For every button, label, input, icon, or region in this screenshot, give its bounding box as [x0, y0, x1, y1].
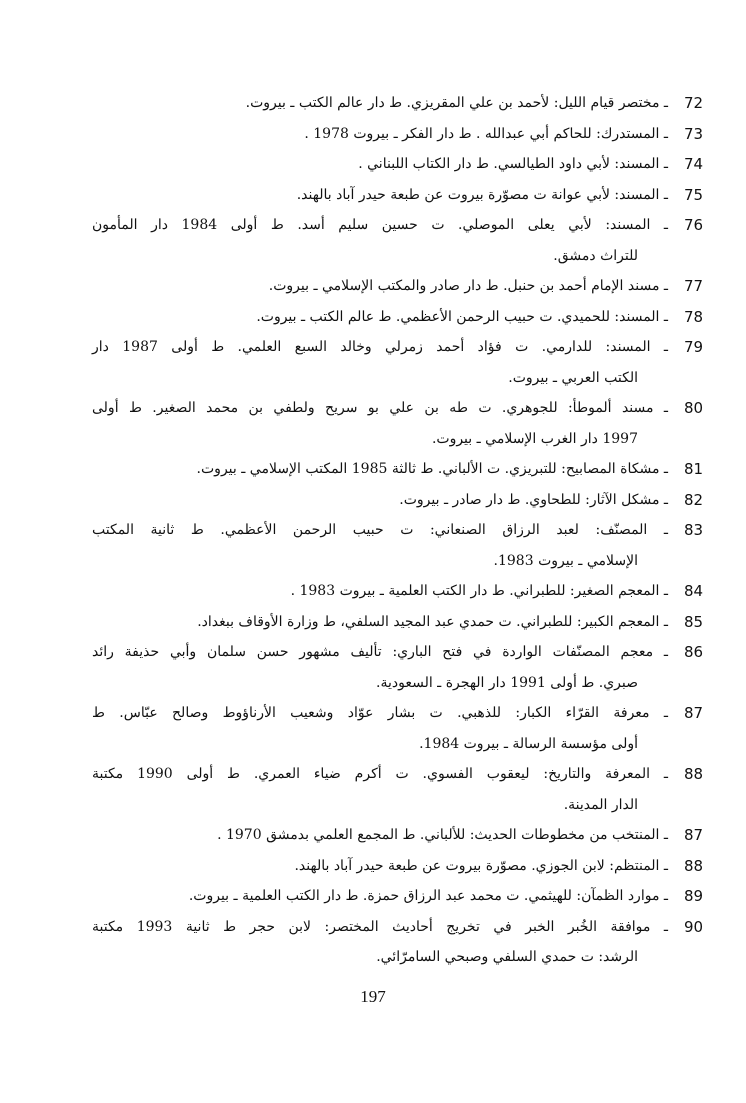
reference-number: 83 — [684, 521, 704, 539]
reference-text: ـ معجم المصنّفات الواردة في فتح الباري: تأليف مشهور حسن سلمان وأبي حذيفة رائد — [92, 644, 668, 660]
reference-text-continuation: الرشد: ت حمدي السلفي وصبحي السامرّائي. — [376, 949, 638, 965]
reference-number: 73 — [684, 124, 704, 143]
reference-entry — [92, 515, 704, 576]
reference-text-continuation: للتراث دمشق. — [553, 247, 638, 264]
reference-number: 87 — [684, 704, 704, 722]
reference-number: 87 — [684, 826, 704, 844]
reference-entry — [92, 607, 704, 638]
reference-entry — [92, 485, 704, 516]
reference-number: 82 — [684, 490, 704, 509]
reference-entry — [92, 637, 704, 698]
reference-text: ـ مسند ألموطأ: للجوهري. ت طه بن علي بو سريح ولطفي بن محمد الصغير. ط أولى — [92, 400, 668, 416]
reference-number: 79 — [684, 338, 704, 356]
reference-number: 76 — [684, 216, 704, 234]
reference-text: ـ موارد الظمآن: للهيثمي. ت محمد عبد الرزاق حمزة. ط دار الكتب العلمية ـ بيروت. — [188, 888, 668, 904]
reference-text: ـ موافقة الخُبر الخبر في تخريج أحاديث المختصر: لابن حجر ط ثانية 1993 مكتبة — [92, 918, 668, 935]
reference-entry — [92, 851, 704, 882]
reference-text: ـ المعرفة والتاريخ: ليعقوب الفسوي. ت أكرم ضياء العمري. ط أولى 1990 مكتبة — [92, 766, 668, 782]
reference-entry — [92, 820, 704, 851]
reference-text: ـ المعجم الصغير: للطبراني. ط دار الكتب العلمية ـ بيروت 1983 . — [290, 583, 668, 599]
reference-list — [92, 88, 704, 973]
reference-text: ـ مشكل الآثار: للطحاوي. ط دار صادر ـ بيروت. — [399, 491, 668, 508]
reference-entry — [92, 759, 704, 820]
reference-text-continuation: صبري. ط أولى 1991 دار الهجرة ـ السعودية. — [376, 674, 638, 691]
reference-entry — [92, 210, 704, 271]
reference-entry — [92, 332, 704, 393]
reference-text: ـ مسند الإمام أحمد بن حنبل. ط دار صادر والمكتب الإسلامي ـ بيروت. — [268, 278, 668, 294]
reference-text-continuation: الدار المدينة. — [563, 796, 638, 813]
reference-entry — [92, 149, 704, 180]
reference-number: 75 — [684, 185, 704, 204]
reference-text: ـ المنتخب من مخطوطات الحديث: للألباني. ط المجمع العلمي بدمشق 1970 . — [217, 827, 668, 843]
reference-text-continuation: الإسلامي ـ بيروت 1983. — [493, 552, 638, 569]
reference-text: ـ المستدرك: للحاكم أبي عبدالله . ط دار الفكر ـ بيروت 1978 . — [304, 125, 668, 142]
reference-number: 80 — [684, 399, 704, 417]
reference-number: 90 — [684, 917, 704, 936]
reference-entry — [92, 454, 704, 485]
reference-entry — [92, 119, 704, 150]
reference-entry — [92, 912, 704, 973]
page-number: 197 — [360, 987, 386, 1006]
reference-text: ـ المعجم الكبير: للطبراني. ت حمدي عبد المجيد السلفي، ط وزارة الأوقاف ببغداد. — [197, 613, 668, 630]
reference-text-continuation: أولى مؤسسة الرسالة ـ بيروت 1984. — [419, 735, 638, 752]
reference-text: ـ المسند: للدارمي. ت فؤاد أحمد زمرلي وخالد السبع العلمي. ط أولى 1987 دار — [92, 339, 668, 355]
reference-number: 78 — [684, 307, 704, 326]
reference-number: 81 — [684, 460, 704, 478]
reference-number: 88 — [684, 856, 704, 875]
reference-entry — [92, 393, 704, 454]
reference-entry — [92, 88, 704, 119]
reference-number: 84 — [684, 582, 704, 600]
reference-number: 77 — [684, 277, 704, 295]
reference-number: 89 — [684, 887, 704, 905]
reference-number: 86 — [684, 643, 704, 661]
reference-entry — [92, 698, 704, 759]
reference-text: ـ مختصر قيام الليل: لأحمد بن علي المقريزي. ط دار عالم الكتب ـ بيروت. — [245, 95, 668, 111]
reference-text: ـ المنتظم: لابن الجوزي. مصوّرة بيروت عن طبعة حيدر آباد بالهند. — [294, 857, 668, 874]
reference-text: ـ المسند: لأبي يعلى الموصلي. ت حسين سليم أسد. ط أولى 1984 دار المأمون — [92, 217, 668, 233]
reference-text-continuation: الكتب العربي ـ بيروت. — [508, 369, 638, 386]
reference-entry — [92, 881, 704, 912]
reference-entry — [92, 271, 704, 302]
reference-text: ـ المسند: لأبي عوانة ت مصوّرة بيروت عن طبعة حيدر آباد بالهند. — [296, 186, 668, 203]
reference-number: 72 — [684, 94, 704, 112]
reference-number: 88 — [684, 765, 704, 783]
reference-text: ـ مشكاة المصابيح: للتبريزي. ت الألباني. ط ثالثة 1985 المكتب الإسلامي ـ بيروت. — [196, 461, 668, 477]
reference-entry — [92, 180, 704, 211]
reference-text: ـ المسند: للحميدي. ت حبيب الرحمن الأعظمي. ط عالم الكتب ـ بيروت. — [256, 308, 668, 325]
reference-text: ـ المسند: لأبي داود الطيالسي. ط دار الكتاب اللبناني . — [358, 156, 668, 172]
reference-number: 74 — [684, 155, 704, 173]
reference-text: ـ معرفة القرّاء الكبار: للذهبي. ت بشار عوّاد وشعيب الأرناؤوط وصالح عبّاس. ط — [92, 705, 668, 721]
reference-number: 85 — [684, 612, 704, 631]
reference-text-continuation: 1997 دار الغرب الإسلامي ـ بيروت. — [431, 430, 638, 447]
reference-text: ـ المصنّف: لعبد الرزاق الصنعاني: ت حبيب الرحمن الأعظمي. ط ثانية المكتب — [92, 522, 668, 538]
reference-entry — [92, 576, 704, 607]
reference-entry — [92, 302, 704, 333]
